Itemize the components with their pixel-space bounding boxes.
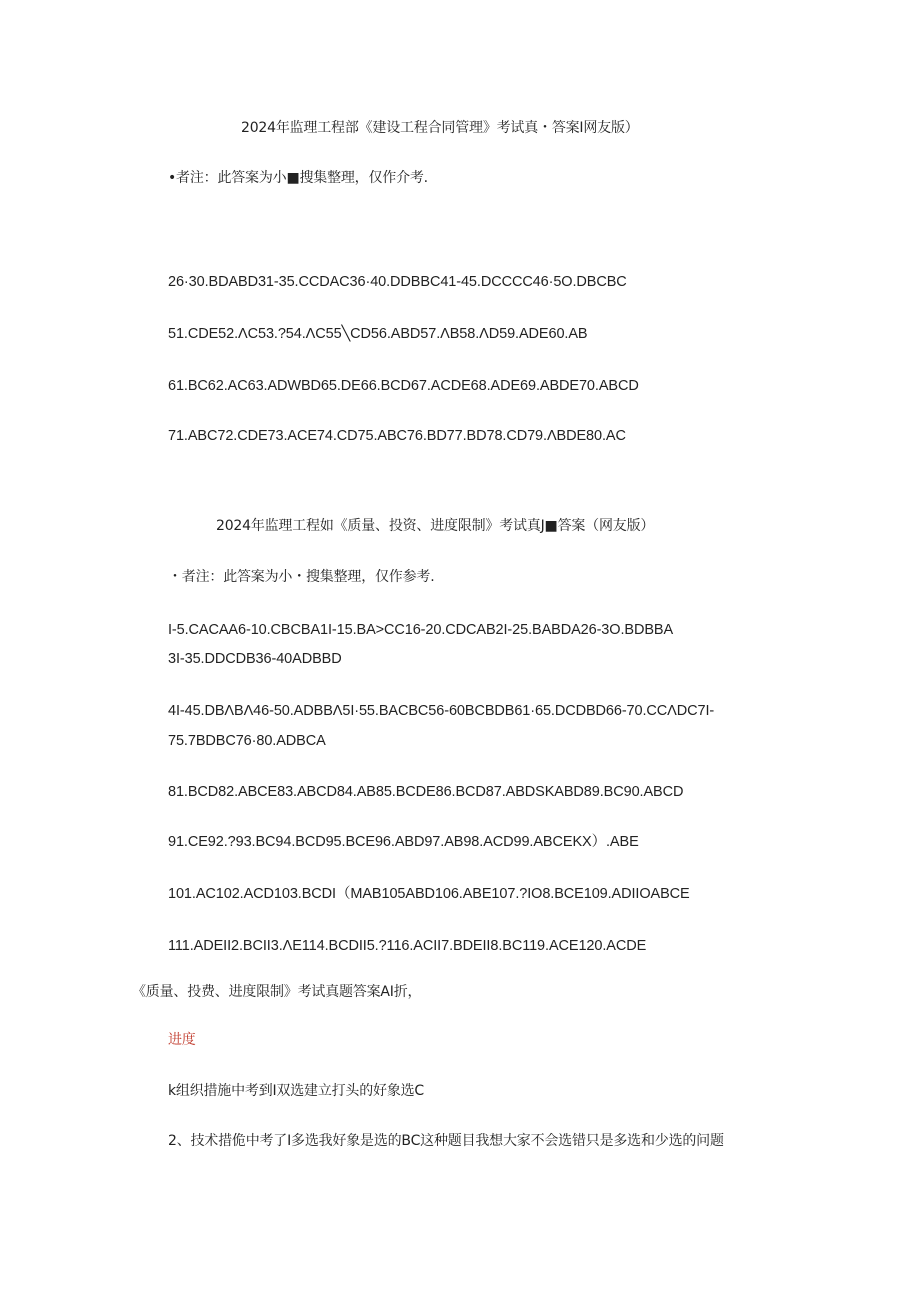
doc1-answer-line: 26·30.BDABD31-35.CCDAC36·40.DDBBC41-45.DCCCC46·5O.DBCBC [168,274,627,290]
doc1-answer-line: 71.ABC72.CDE73.ACE74.CD75.ABC76.BD77.BD78.CD79.ΛBDE80.AC [168,428,626,444]
doc2-answer-line: 101.AC102.ACD103.BCDI（MAB105ABD106.ABE107.?IO8.BCE109.ADIIOABCE [168,886,690,902]
doc2-answer-line: I-5.CACAA6-10.CBCBA1I-15.BA>CC16-20.CDCAB2I-25.BABDA26-3O.BDBBA [168,622,674,638]
doc2-answer-line: 81.BCD82.ABCE83.ABCD84.AB85.BCDE86.BCD87.ABDSKABD89.BC90.ABCD [168,784,684,800]
doc1-answer-line: 61.BC62.AC63.ADWBD65.DE66.BCD67.ACDE68.ADE69.ABDE70.ABCD [168,378,639,394]
doc2-title: 2024年监理工程如《质量、投资、进度限制》考试真J■答案（网友版） [216,518,655,534]
doc2-answer-line: 111.ADEII2.BCII3.ΛE114.BCDII5.?116.ACII7.BDEII8.BC119.ACE120.ACDE [168,938,647,954]
doc2-answer-line: 75.7BDBC76·80.ADBCA [168,733,326,749]
doc2-answer-line: 3I-35.DDCDB36-40ADBBD [168,651,342,667]
doc2-note: ・者注：此答案为小・搜集整理，仅作参考. [168,569,435,585]
doc1-note: •者注：此答案为小■搜集整理，仅作介考. [168,170,428,186]
analysis-title: 《质量、投费、进度限制》考试真题答案AI折， [132,984,422,1000]
doc1-title: 2024年监理工程部《建设工程合同管理》考试真・答案I网友版） [241,120,639,136]
analysis-item-1: k组织措施中考到I双选建立打头的好象选C [168,1083,425,1099]
analysis-item-2: 2、技术措佹中考了I多选我好象是选的BC这种题目我想大家不会选错只是多选和少选的问题 [168,1133,724,1149]
doc2-answer-line: 91.CE92.?93.BC94.BCD95.BCE96.ABD97.AB98.ACD99.ABCEKX）.ABE [168,834,639,850]
section-heading-progress: 进度 [168,1032,196,1048]
doc1-answer-line: 51.CDE52.ΛC53.?54.ΛC55╲CD56.ABD57.ΛB58.ΛD59.ADE60.AB [168,326,588,342]
doc2-answer-line: 4I-45.DBΛBΛ46-50.ADBBΛ5I·55.BACBC56-60BCBDB61·65.DCDBD66-70.CCΛDC7I- [168,703,715,719]
